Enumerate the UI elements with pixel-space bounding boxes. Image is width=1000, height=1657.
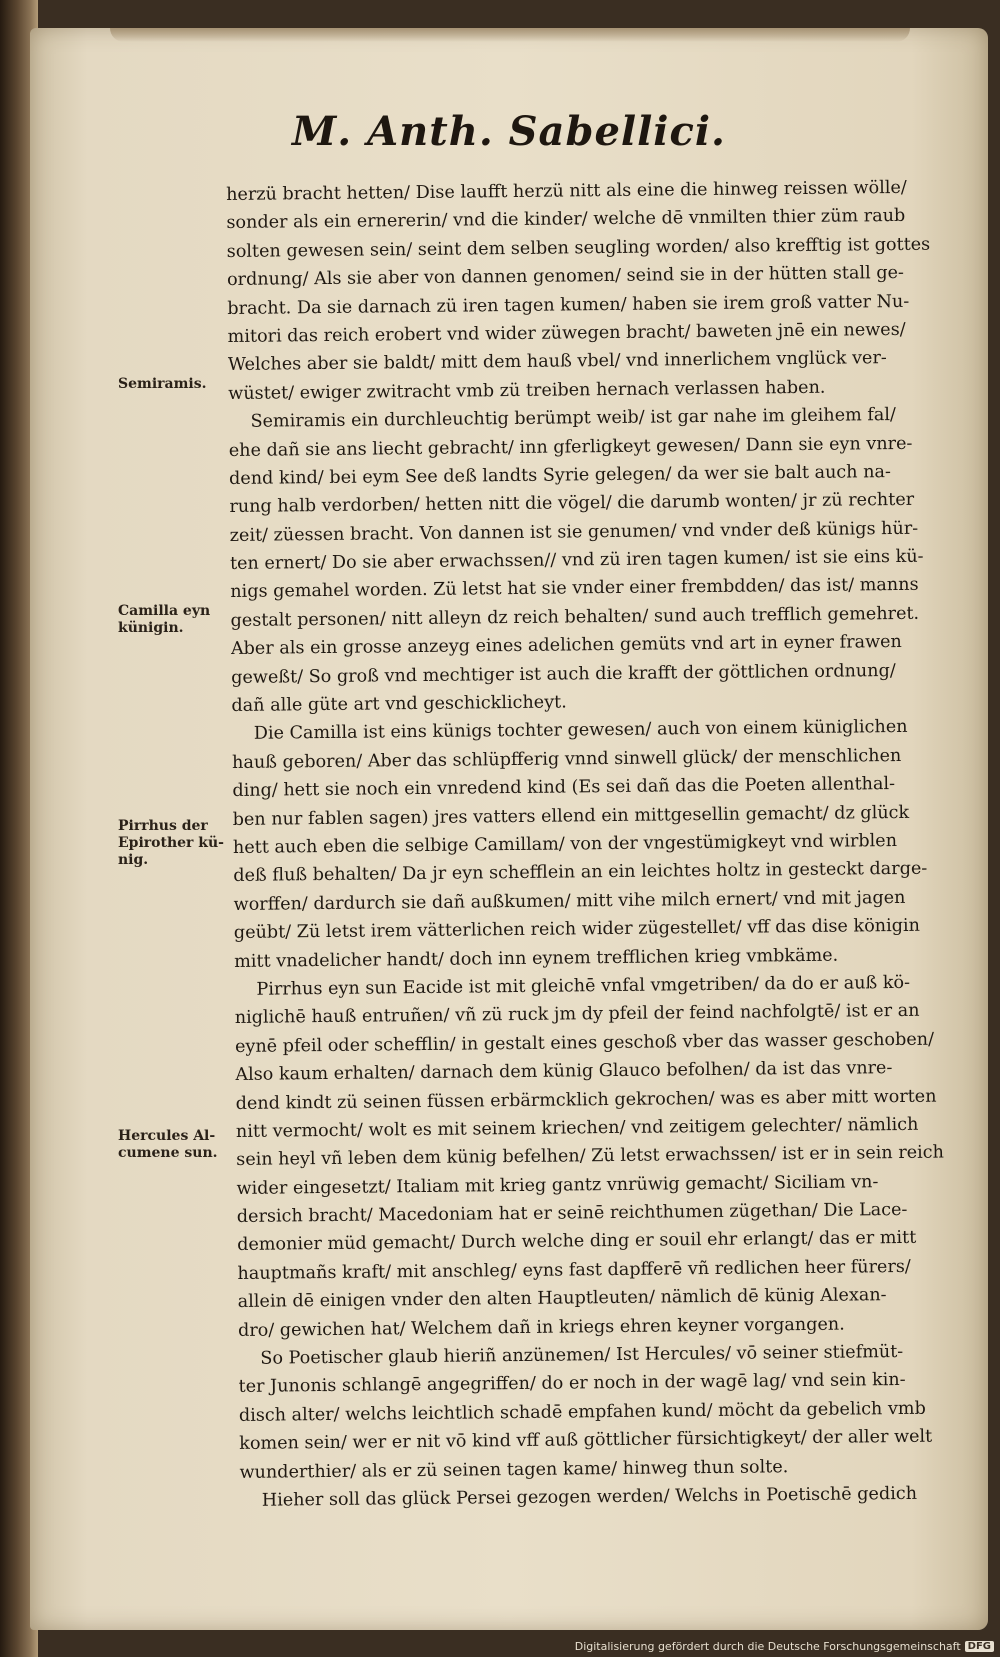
text-line: Also kaum erhalten/ darnach dem künig Glauco befolhen/ da ist das vnre-: [235, 1058, 893, 1086]
text-line: bracht. Da sie darnach zü iren tagen kumen/ haben sie irem groß vatter Nu-: [227, 291, 910, 319]
text-line: wunderthier/ als er zü seinen tagen kame/ hinweg thun solte.: [239, 1456, 789, 1483]
text-line: mitori das reich erobert vnd wider züwegen bracht/ baweten jnē ein newes/: [227, 319, 906, 347]
text-line: demonier müd gemacht/ Durch welche ding er souil ehr erlangt/ das er mitt: [237, 1228, 917, 1256]
text-line: nitt vermocht/ wolt es mit seinem kriechen/ vnd zeitigem gelechter/ nämlich: [235, 1114, 919, 1142]
text-line: komen sein/ wer er nit vō kind vff auß göttlicher fürsichtigkeyt/ der aller welt: [239, 1426, 933, 1455]
text-line: worffen/ dardurch sie dañ außkumen/ mitt vihe milch ernert/ vnd mit jagen: [233, 887, 906, 915]
text-line: hauptmañs kraft/ mit anschleg/ eyns fast dapfferē vñ redlichen heer fürers/: [237, 1256, 911, 1284]
text-line: dend kind/ bei eym See deß landts Syrie gelegen/ da wer sie balt auch na-: [229, 461, 892, 489]
paragraph-start-line: Hieher soll das glück Persei gezogen werden/ Welchs in Poetischē gedich: [261, 1483, 918, 1511]
text-line: gestalt personen/ nitt alleyn dz reich behalten/ sund auch trefflich gemehret.: [230, 603, 920, 631]
text-line: sein heyl vñ leben dem künig befelhen/ Zü letst erwachssen/ ist er in sein reich: [236, 1142, 945, 1171]
digitization-footer: [575, 1640, 994, 1653]
text-line: deß fluß behalten/ Da jr eyn schefflein an ein leichtes holtz in gesteckt darge-: [233, 859, 928, 887]
text-line: ding/ hett sie noch ein vnredend kind (Es sei dañ das die Poeten allenthal-: [232, 774, 896, 802]
margin-note-pirrhus: Pirrhus der Epirother kü-nig.: [118, 818, 224, 868]
paragraph-start-line: Semiramis ein durchleuchtig berümpt weib/ ist gar nahe im gleihem fal/: [250, 405, 896, 432]
paragraph-start-line: So Poetischer glaub hieriñ anzünemen/ Ist Hercules/ vō seiner stiefmüt-: [260, 1341, 904, 1369]
text-line: dend kindt zü seinen füssen erbärmcklich gekrochen/ was es aber mitt worten: [235, 1086, 937, 1114]
text-line: dro/ gewichen hat/ Welchem dañ in kriegs ehren keyner vorgangen.: [237, 1314, 845, 1341]
text-line: dersich bracht/ Macedoniam hat er seinē reichthumen zügethan/ Die Lace-: [236, 1199, 908, 1228]
text-line: disch alter/ welchs leichtlich schadē empfahen kund/ möcht da gebelich vmb: [238, 1398, 926, 1426]
page-edge-shadow: [110, 28, 910, 42]
running-head: M. Anth. Sabellici.: [292, 108, 726, 155]
text-line: wüstet/ ewiger zwitracht vmb zü treiben hernach verlassen haben.: [228, 377, 826, 404]
paragraph-start-line: Pirrhus eyn sun Eacide ist mit gleichē vnfal vmgetriben/ da do er auß kö-: [256, 972, 911, 1000]
text-line: dañ alle güte art vnd geschicklicheyt.: [231, 692, 567, 717]
margin-note-semiramis: Semiramis.: [118, 376, 207, 392]
text-line: herzü bracht hetten/ Dise laufft herzü nitt als eine die hinweg reissen wölle/: [226, 177, 907, 205]
text-line: ter Junonis schlangē angegriffen/ do er noch in der wagē lag/ vnd sein kin-: [238, 1370, 906, 1398]
body-text: [226, 173, 982, 1515]
text-line: solten gewesen sein/ seint dem selben seugling worden/ also krefftig ist gottes: [226, 234, 931, 262]
text-line: rung halb verdorben/ hetten nitt die vögel/ die darumb wonten/ jr zü rechter: [229, 490, 915, 518]
text-line: nigs gemahel worden. Zü letst hat sie vnder einer frembdden/ das ist/ manns: [230, 575, 919, 603]
text-line: zeit/ züessen bracht. Von dannen ist sie genumen/ vnd vnder deß künigs hür-: [229, 518, 919, 546]
paragraph-start-line: Die Camilla ist eins künigs tochter gewesen/ auch von einem küniglichen: [253, 717, 908, 745]
text-line: geweßt/ So groß vnd mechtiger ist auch die krafft der göttlichen ordnung/: [231, 660, 896, 688]
text-line: ehe dañ sie ans liecht gebracht/ inn gferligkeyt gewesen/ Dann sie eyn vnre-: [228, 433, 913, 461]
text-line: niglichē hauß entruñen/ vñ zü ruck jm dy pfeil der feind nachfolgtē/ ist er an: [234, 1001, 920, 1029]
text-line: sonder als ein ernererin/ vnd die kinder/ welche dē vnmilten thier züm raub: [226, 206, 906, 234]
margin-note-hercules: Hercules Al-cumene sun.: [118, 1128, 218, 1161]
text-line: ordnung/ Als sie aber von dannen genomen/ seind sie in der hütten stall ge-: [226, 263, 905, 291]
text-line: allein dē einigen vnder den alten Hauptleuten/ nämlich dē künig Alexan-: [237, 1285, 887, 1313]
text-line: ten ernert/ Do sie aber erwachssen// vnd zü iren tagen kumen/ ist sie eins kü-: [229, 546, 924, 575]
text-line: wider eingesetzt/ Italiam mit krieg gantz vnrüwig gemacht/ Siciliam vn-: [236, 1171, 879, 1199]
text-line: Aber als ein grosse anzeyg eines adelichen gemüts vnd art in eyner frawen: [230, 632, 902, 660]
dfg-logo: DFG: [965, 1641, 994, 1652]
text-line: mitt vnadelicher handt/ doch inn eynem trefflichen krieg vmbkäme.: [234, 945, 839, 972]
text-line: hett auch eben die selbige Camillam/ von der vngestümigkeyt vnd wirblen: [232, 830, 898, 858]
text-line: hauß geboren/ Aber das schlüpfferig vnnd sinwell glück/ der menschlichen: [231, 745, 902, 773]
text-line: ben nur fablen sagen) jres vatters ellend ein mittgesellin gemacht/ dz glück: [232, 802, 910, 830]
text-line: geübt/ Zü letst irem vätterlichen reich wider zügestellet/ vff das dise königin: [233, 915, 921, 944]
book-page: [30, 28, 988, 1630]
text-line: eynē pfeil oder schefflin/ in gestalt eines geschoß vber das wasser geschoben/: [234, 1029, 935, 1057]
text-line: Welches aber sie baldt/ mitt dem hauß vbel/ vnd innerlichem vnglück ver-: [227, 348, 887, 376]
footer-text: Digitalisierung gefördert durch die Deutsche Forschungsgemeinschaft: [574, 1640, 961, 1653]
margin-note-camilla: Camilla eyn künigin.: [118, 603, 211, 636]
